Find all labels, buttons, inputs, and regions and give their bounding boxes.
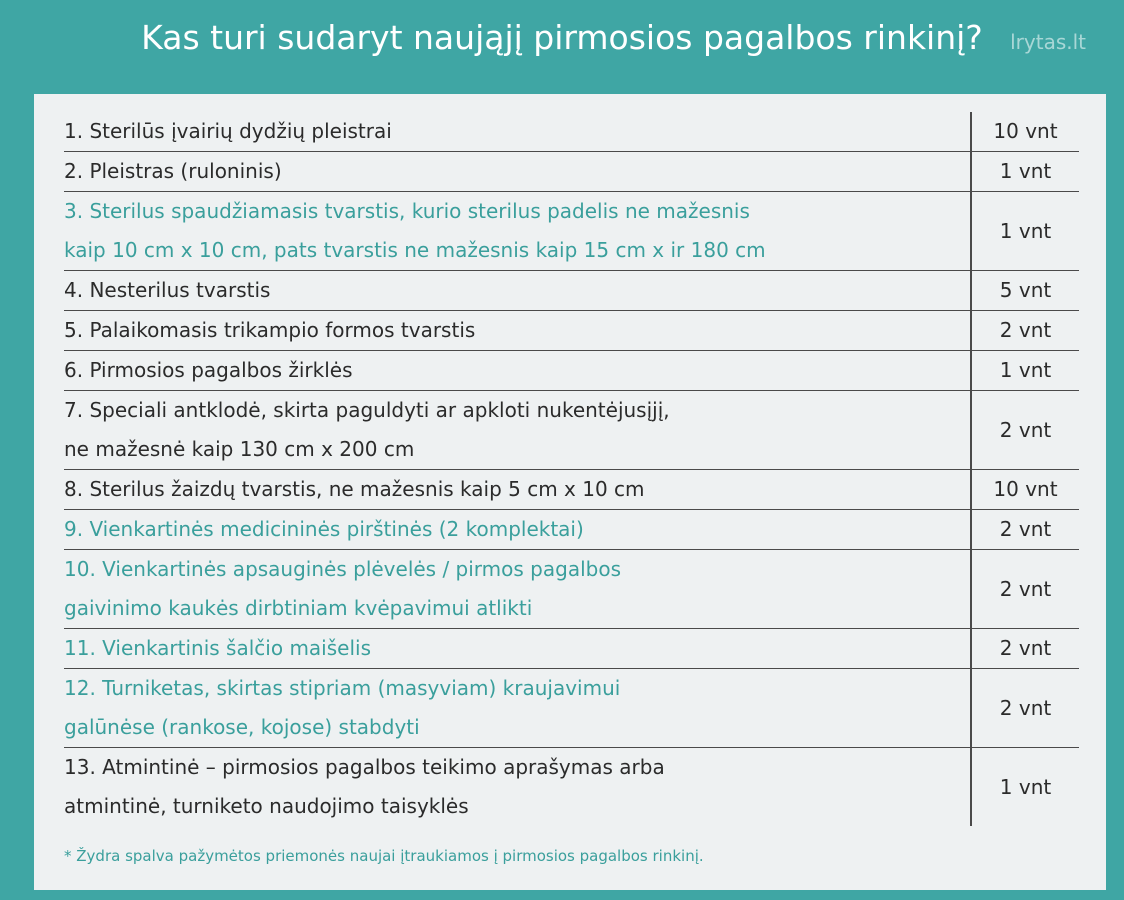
kit-row (64, 510, 1079, 550)
kit-table (64, 112, 1079, 826)
watermark: lrytas.lt (1010, 30, 1086, 54)
page-title: Kas turi sudaryt naująjį pirmosios pagalbos rinkinį? (141, 18, 983, 57)
item-name: 2. Pleistras (ruloninis) (64, 152, 971, 192)
item-name: 12. Turniketas, skirtas stipriam (masyviam) kraujavimui galūnėse (rankose, kojose) stabdyti (64, 669, 971, 748)
item-name: 4. Nesterilus tvarstis (64, 271, 971, 311)
item-quantity: 10 vnt (993, 119, 1058, 143)
item-quantity: 2 vnt (971, 669, 1079, 748)
kit-row (64, 550, 1079, 629)
kit-row (64, 152, 1079, 192)
item-quantity: 2 vnt (971, 391, 1079, 470)
item-name: 7. Speciali antklodė, skirta paguldyti ar apkloti nukentėjusįjį, ne mažesnė kaip 130 cm x 200 cm (64, 391, 971, 470)
kit-row (64, 669, 1079, 748)
item-name: 5. Palaikomasis trikampio formos tvarstis (64, 311, 971, 351)
item-quantity: 5 vnt (971, 271, 1079, 311)
item-quantity: 1 vnt (971, 152, 1079, 192)
item-name: 8. Sterilus žaizdų tvarstis, ne mažesnis kaip 5 cm x 10 cm (64, 470, 971, 510)
footnote: * Žydra spalva pažymėtos priemonės naujai įtraukiamos į pirmosios pagalbos rinkinį. (64, 847, 704, 865)
item-quantity: 2 vnt (971, 629, 1079, 669)
kit-row (64, 470, 1079, 510)
item-quantity: 2 vnt (971, 311, 1079, 351)
kit-row (64, 351, 1079, 391)
item-quantity: 2 vnt (971, 510, 1079, 550)
item-name: 13. Atmintinė – pirmosios pagalbos teikimo aprašymas arba atmintinė, turniketo naudojimo taisyklės (64, 748, 971, 827)
kit-row (64, 629, 1079, 669)
item-quantity: 2 vnt (971, 550, 1079, 629)
kit-card (34, 94, 1106, 890)
item-quantity: 10 vnt (971, 470, 1079, 510)
item-name: 6. Pirmosios pagalbos žirklės (64, 351, 971, 391)
item-name: 9. Vienkartinės medicininės pirštinės (2 komplektai) (64, 510, 971, 550)
kit-row (64, 311, 1079, 351)
item-quantity: 1 vnt (971, 351, 1079, 391)
item-name: 11. Vienkartinis šalčio maišelis (64, 629, 971, 669)
item-quantity: 1 vnt (971, 192, 1079, 271)
kit-row (64, 192, 1079, 271)
item-name: 3. Sterilus spaudžiamasis tvarstis, kurio sterilus padelis ne mažesnis kaip 10 cm x 10 cm, pats tvarstis ne mažesnis kaip 15 cm x ir 180 cm (64, 192, 971, 271)
item-quantity: 1 vnt (971, 748, 1079, 827)
item-name: 10. Vienkartinės apsauginės plėvelės / pirmos pagalbos gaivinimo kaukės dirbtiniam kvėpavimui atlikti (64, 550, 971, 629)
kit-row (64, 748, 1079, 827)
item-name: 1. Sterilūs įvairių dydžių pleistrai (64, 112, 971, 152)
kit-row (64, 112, 1079, 152)
kit-row (64, 391, 1079, 470)
kit-row (64, 271, 1079, 311)
kit-table-body (64, 112, 1079, 826)
